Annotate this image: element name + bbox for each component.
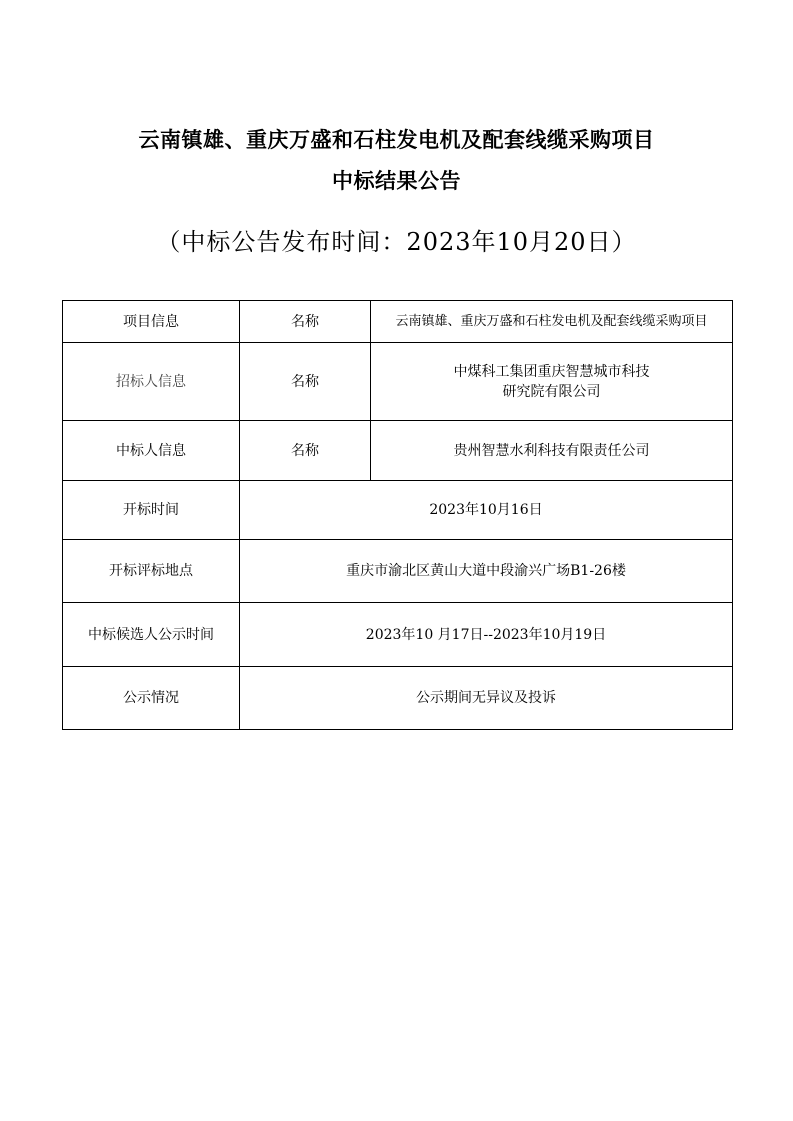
location-value: 重庆市渝北区黄山大道中段渝兴广场B1-26楼 (240, 540, 733, 603)
document-title-line1: 云南镇雄、重庆万盛和石柱发电机及配套线缆采购项目 (138, 128, 655, 152)
winner-field: 名称 (240, 421, 371, 481)
table-row-location (63, 540, 733, 603)
table-row-opening-time (63, 481, 733, 540)
project-field: 名称 (240, 301, 371, 343)
publicity-status-value: 公示期间无异议及投诉 (240, 667, 733, 730)
table-row-project (63, 301, 733, 343)
publicity-period-value: 2023年10 月17日--2023年10月19日 (240, 603, 733, 667)
publish-date: （中标公告发布时间：2023年10月20日） (156, 228, 637, 256)
tenderer-value-line1: 中煤科工集团重庆智慧城市科技 (453, 363, 650, 380)
publicity-period-label: 中标候选人公示时间 (63, 603, 240, 667)
winner-value: 贵州智慧水利科技有限责任公司 (371, 421, 733, 481)
result-table (62, 300, 733, 730)
project-value: 云南镇雄、重庆万盛和石柱发电机及配套线缆采购项目 (371, 301, 733, 343)
project-label: 项目信息 (63, 301, 240, 343)
tenderer-field: 名称 (240, 343, 371, 421)
document-title-line2: 中标结果公告 (332, 169, 461, 193)
tenderer-value-line2: 研究院有限公司 (502, 383, 601, 400)
publicity-status-label: 公示情况 (63, 667, 240, 730)
opening-time-value: 2023年10月16日 (240, 481, 733, 540)
location-label: 开标评标地点 (63, 540, 240, 603)
table-row-publicity-period (63, 603, 733, 667)
opening-time-label: 开标时间 (63, 481, 240, 540)
table-row-tenderer (63, 343, 733, 421)
table-row-publicity-status (63, 667, 733, 730)
tenderer-label: 招标人信息 (63, 343, 240, 421)
table-row-winner (63, 421, 733, 481)
winner-label: 中标人信息 (63, 421, 240, 481)
tenderer-value (371, 343, 733, 421)
